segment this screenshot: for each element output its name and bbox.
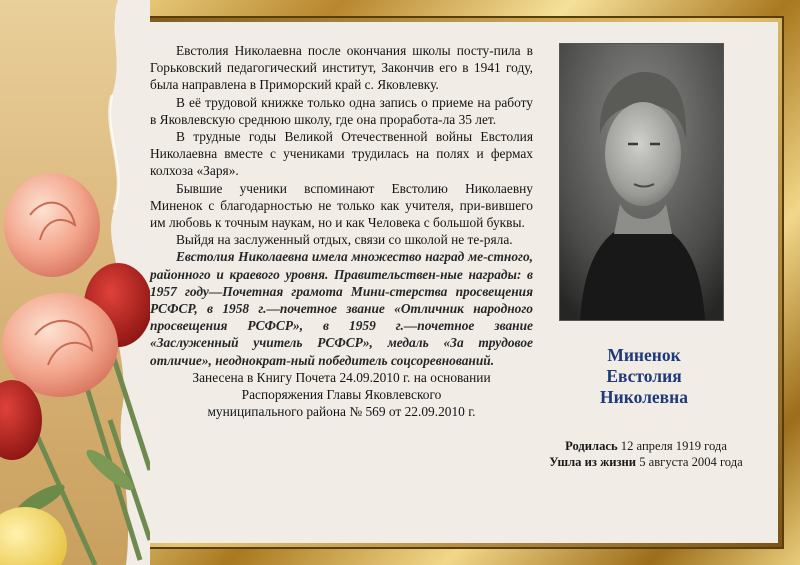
patronymic: Николевна xyxy=(600,387,688,407)
bio-paragraph: В трудные годы Великой Отечественной войны Евстолия Николаевна вместе с учениками трудилась на полях и фермах колхоза «Заря». xyxy=(150,129,533,179)
died-label: Ушла из жизни xyxy=(549,455,637,469)
portrait-photo xyxy=(560,44,723,320)
death-date-line xyxy=(540,454,752,470)
biography-text xyxy=(150,42,533,420)
first-name: Евстолия xyxy=(606,366,682,386)
honor-book-line: муниципального района № 569 от 22.09.2010 г. xyxy=(207,404,476,420)
honor-book-line: Занесена в Книгу Почета 24.09.2010 г. на основании xyxy=(192,369,491,385)
bio-paragraph: Выйдя на заслуженный отдых, связи со школой не те-ряла. xyxy=(176,232,513,248)
bio-paragraph: Бывшие ученики вспоминают Евстолию Николаевну Миненок с благодарностью не только как учителя, при-вившего им любовь к точным наукам, но и как Человека с большой буквы. xyxy=(150,180,533,231)
roses-decoration xyxy=(0,0,150,565)
born-label: Родилась xyxy=(565,439,618,453)
life-dates xyxy=(540,438,752,470)
bio-paragraph: В её трудовой книжке только одна запись о приеме на работу в Яковлевскую среднюю школу, где она проработа-ла 35 лет. xyxy=(150,94,533,127)
honor-book-line: Распоряжения Главы Яковлевского xyxy=(241,387,442,403)
portrait-image xyxy=(560,44,723,320)
died-value: 5 августа 2004 года xyxy=(639,455,743,469)
surname: Миненок xyxy=(607,345,681,365)
born-value: 12 апреля 1919 года xyxy=(620,439,727,453)
bio-paragraph: Евстолия Николаевна после окончания школы посту-пила в Горьковский педагогический институт, Закончив его в 1941 году, была направлена в Приморский край с. Яковлевку. xyxy=(150,43,533,93)
birth-date-line xyxy=(540,438,752,454)
awards-paragraph: Евстолия Николаевна имела множество наград ме-стного, районного и краевого уровня. Правительствен-ные награды: в 1957 году—Почетная грамота Мини-стерства просвещения РСФСР, в 1958 г.—почетное звание «Отличник народного просвещения РСФСР», в 1959 г.—почетное звание «Заслуженный учитель РСФСР», медаль «За трудовое отличие», неоднократ-ный победитель соцсоревнований. xyxy=(150,249,533,368)
person-name xyxy=(560,345,728,408)
